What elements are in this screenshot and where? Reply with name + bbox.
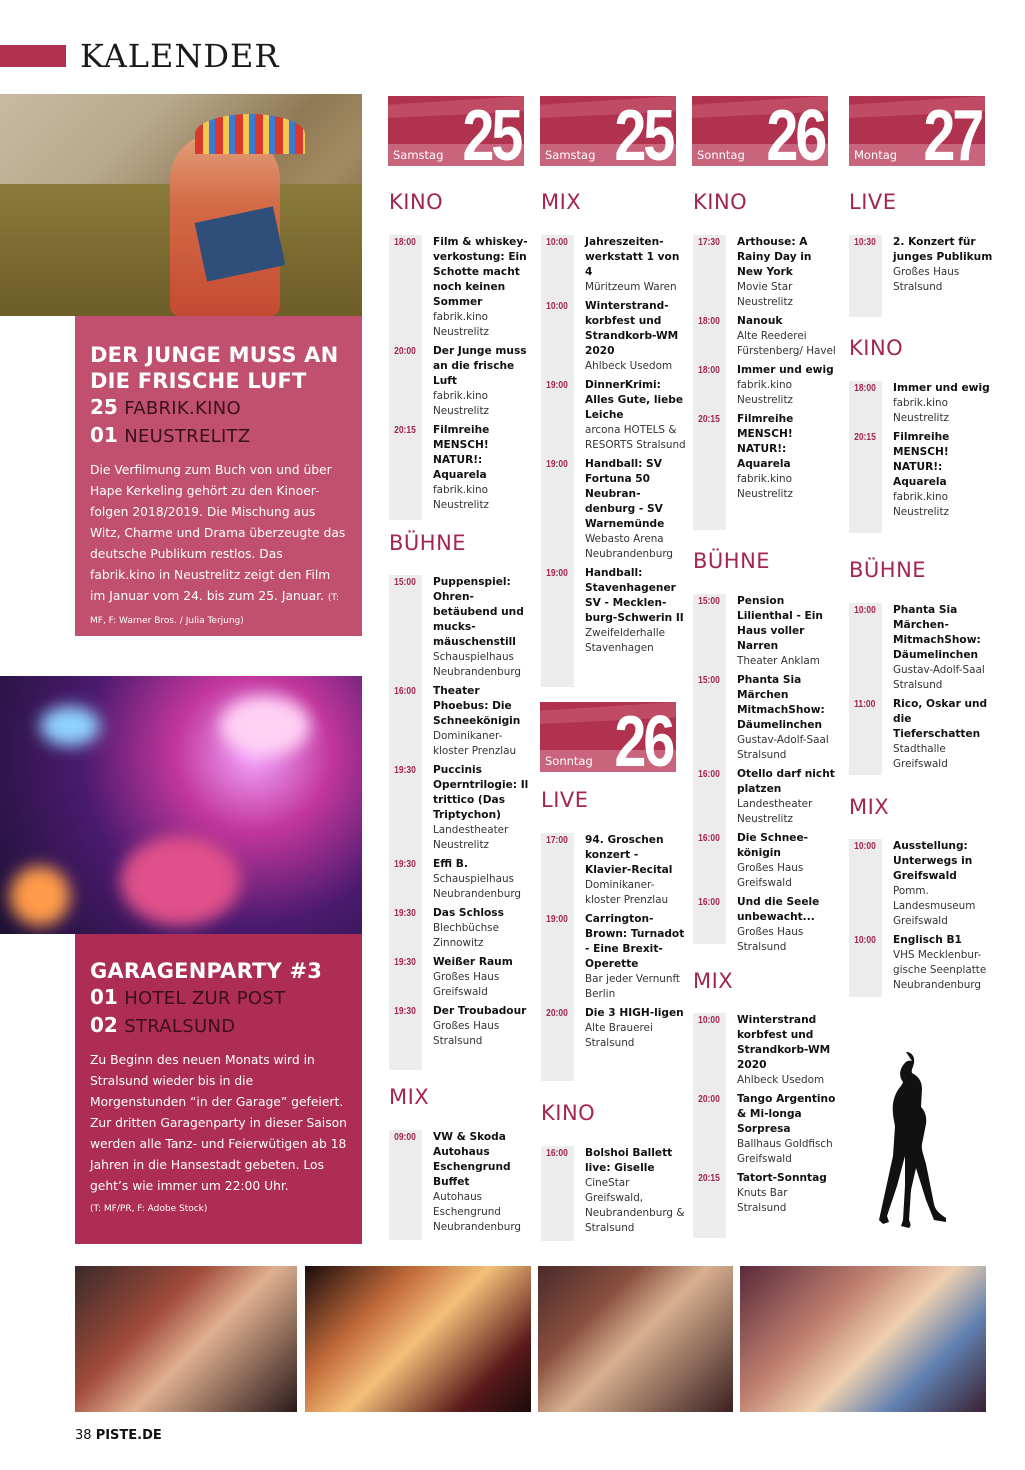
- event-title: Jahreszeiten-werkstatt 1 von 4: [585, 236, 680, 278]
- event-list: [693, 594, 838, 953]
- event-item: [693, 363, 838, 408]
- event-venue: Stadthalle Greifswald: [893, 743, 948, 770]
- event-title: Puppenspiel: Ohren-betäubend und mucks-mäuschenstill: [433, 576, 524, 648]
- event-item: [849, 697, 994, 772]
- event-time: 20:00: [394, 346, 416, 357]
- event-list: [389, 1130, 534, 1240]
- event-item: [389, 235, 534, 340]
- day-header: Sonntag 26: [540, 702, 676, 772]
- event-title: Die 3 HIGH-ligen: [585, 1007, 684, 1019]
- feature-text: Die Verfilmung zum Buch von und über Hape Kerkeling gehört zu den Kinoer-folgen 2018/2019. Die Mischung aus Witz, Charme und Drama überzeugte das deutsche Publikum restlos. Das fabrik.kino in Neustrelitz zeigt den Film im Januar vom 24. bis zum 25. Januar. (T: MF, F: Warner Bros. / Julia Terjung): [90, 463, 346, 626]
- day-header: Samstag 25: [388, 96, 524, 166]
- event-time: 19:30: [394, 957, 416, 968]
- event-item: [693, 1092, 838, 1167]
- event-list: [849, 381, 994, 533]
- event-time: 16:00: [698, 897, 720, 908]
- event-title: Puccinis Operntrilogie: Il trittico (Das Triptychon): [433, 764, 529, 821]
- event-time: 17:30: [698, 237, 720, 248]
- event-time: 10:30: [854, 237, 876, 248]
- event-list: [541, 833, 686, 1081]
- event-title: Handball: Stavenhagener SV - Mecklen-burg-Schwerin II: [585, 567, 684, 624]
- event-time: 19:30: [394, 908, 416, 919]
- event-time: 11:00: [854, 699, 876, 710]
- category-title: BÜHNE: [693, 549, 771, 573]
- event-venue: Webasto Arena Neubrandenburg: [585, 533, 674, 560]
- event-title: Tango Argentino & Mi-longa Sorpresa: [737, 1093, 836, 1135]
- event-time: 20:15: [394, 425, 416, 436]
- event-title: Nanouk: [737, 315, 783, 327]
- event-venue: fabrik.kino Neustrelitz: [893, 491, 949, 518]
- event-venue: Schauspielhaus Neubrandenburg: [433, 873, 522, 900]
- event-title: Winterstrand-korbfest und Strandkorb-WM 2020: [585, 300, 679, 357]
- event-item: [389, 906, 534, 951]
- event-venue: Müritzeum Waren: [585, 281, 677, 293]
- event-item: [389, 684, 534, 759]
- day-header: Montag 27: [849, 96, 985, 166]
- event-title: Phanta Sia Märchen-MitmachShow: Däumelinchen: [893, 604, 981, 661]
- event-item: [693, 412, 838, 502]
- event-title: Arthouse: A Rainy Day in New York: [737, 236, 812, 278]
- day-header: Sonntag 26: [692, 96, 828, 166]
- event-time: 18:00: [854, 383, 876, 394]
- page-title: KALENDER: [80, 37, 280, 75]
- event-title: Filmreihe MENSCH! NATUR!: Aquarela: [893, 431, 950, 488]
- event-list: [389, 235, 534, 520]
- event-title: Effi B.: [433, 858, 468, 870]
- event-title: Tatort-Sonntag: [737, 1172, 827, 1184]
- event-venue: Pomm. Landesmuseum Greifswald: [893, 885, 976, 927]
- event-item: [541, 1006, 686, 1051]
- event-list: [693, 235, 838, 530]
- event-venue: arcona HOTELS & RESORTS Stralsund: [585, 424, 686, 451]
- event-title: VW & Skoda Autohaus Eschengrund Buffet: [433, 1131, 511, 1188]
- event-time: 10:00: [854, 935, 876, 946]
- event-venue: Großes Haus Greifswald: [433, 971, 500, 998]
- category-title: BÜHNE: [849, 558, 927, 582]
- event-venue: Großes Haus Stralsund: [433, 1020, 500, 1047]
- event-venue: Movie Star Neustrelitz: [737, 281, 793, 308]
- event-title: Das Schloss: [433, 907, 504, 919]
- event-time: 15:00: [698, 675, 720, 686]
- category-title: KINO: [693, 190, 748, 214]
- event-venue: fabrik.kino Neustrelitz: [737, 473, 793, 500]
- event-time: 20:15: [854, 432, 876, 443]
- event-venue: Knuts Bar Stralsund: [737, 1187, 788, 1214]
- event-item: [389, 955, 534, 1000]
- event-venue: Dominikaner-kloster Prenzlau: [585, 879, 669, 906]
- event-title: Rico, Oskar und die Tieferschatten: [893, 698, 988, 740]
- feature-photo-party: [0, 676, 362, 934]
- event-item: [849, 839, 994, 929]
- feature-title: GARAGENPARTY #3: [90, 959, 323, 983]
- event-item: [389, 763, 534, 853]
- event-venue: Schauspielhaus Neubrandenburg: [433, 651, 522, 678]
- party-photo-3: [538, 1266, 733, 1412]
- event-item: [541, 299, 686, 374]
- category-title: MIX: [541, 190, 582, 214]
- event-title: Film & whiskey-verkostung: Ein Schotte macht noch keinen Sommer: [433, 236, 528, 308]
- category-title: LIVE: [541, 788, 589, 812]
- event-item: [389, 423, 534, 513]
- event-title: Die Schnee-königin: [737, 832, 809, 859]
- event-time: 19:00: [546, 380, 568, 391]
- event-item: [693, 831, 838, 891]
- event-item: [693, 594, 838, 669]
- event-item: [541, 457, 686, 562]
- event-time: 16:00: [698, 769, 720, 780]
- event-time: 20:15: [698, 414, 720, 425]
- category-title: LIVE: [849, 190, 897, 214]
- event-venue: fabrik.kino Neustrelitz: [737, 379, 793, 406]
- category-title: KINO: [849, 336, 904, 360]
- event-time: 19:30: [394, 859, 416, 870]
- event-title: Ausstellung: Unterwegs in Greifswald: [893, 840, 973, 882]
- event-time: 20:15: [698, 1173, 720, 1184]
- feature-date-line: 02 STRALSUND: [90, 1013, 236, 1037]
- event-title: Otello darf nicht platzen: [737, 768, 835, 795]
- feature-box-kino: [75, 316, 362, 636]
- event-venue: VHS Mecklenbur-gische Seenplatte Neubrandenburg: [893, 949, 987, 991]
- event-item: [849, 235, 994, 295]
- dancer-silhouette-icon: [868, 1050, 948, 1235]
- event-item: [693, 1013, 838, 1088]
- event-list: [389, 575, 534, 1070]
- event-item: [693, 1171, 838, 1216]
- event-list: [541, 235, 686, 687]
- event-title: Der Junge muss an die frische Luft: [433, 345, 527, 387]
- event-venue: Landestheater Neustrelitz: [737, 798, 813, 825]
- event-venue: Großes Haus Greifswald: [737, 862, 804, 889]
- event-title: Der Troubadour: [433, 1005, 527, 1017]
- event-item: [849, 381, 994, 426]
- event-time: 10:00: [698, 1015, 720, 1026]
- event-time: 15:00: [394, 577, 416, 588]
- event-item: [693, 235, 838, 310]
- event-venue: Ahlbeck Usedom: [585, 360, 673, 372]
- event-venue: Gustav-Adolf-Saal Stralsund: [893, 664, 985, 691]
- event-time: 16:00: [546, 1148, 568, 1159]
- event-item: [389, 575, 534, 680]
- event-venue: Landestheater Neustrelitz: [433, 824, 509, 851]
- event-venue: Gustav-Adolf-Saal Stralsund: [737, 734, 829, 761]
- event-list: [541, 1146, 686, 1241]
- event-venue: Ahlbeck Usedom: [737, 1074, 825, 1086]
- event-venue: fabrik.kino Neustrelitz: [433, 311, 489, 338]
- feature-date-line: 01 HOTEL ZUR POST: [90, 985, 286, 1009]
- event-item: [389, 1130, 534, 1235]
- event-item: [849, 603, 994, 693]
- day-header: Samstag 25: [540, 96, 676, 166]
- event-item: [693, 314, 838, 359]
- event-venue: CineStar Greifswald, Neubrandenburg & Stralsund: [585, 1177, 685, 1234]
- event-title: Pension Lilienthal - Ein Haus voller Narren: [737, 595, 823, 652]
- event-item: [693, 673, 838, 763]
- event-item: [849, 933, 994, 993]
- event-item: [541, 378, 686, 453]
- party-photo-2: [305, 1266, 531, 1412]
- event-time: 09:00: [394, 1132, 416, 1143]
- party-photo-1: [75, 1266, 297, 1412]
- event-title: 2. Konzert für junges Publikum: [893, 236, 993, 263]
- event-venue: Alte Brauerei Stralsund: [585, 1022, 653, 1049]
- event-title: Phanta Sia Märchen MitmachShow: Däumelinchen: [737, 674, 825, 731]
- event-time: 19:30: [394, 1006, 416, 1017]
- event-venue: Großes Haus Stralsund: [893, 266, 960, 293]
- event-venue: Ballhaus Goldfisch Greifswald: [737, 1138, 833, 1165]
- event-title: Theater Phoebus: Die Schneekönigin: [433, 685, 521, 727]
- event-title: Englisch B1: [893, 934, 962, 946]
- event-title: Bolshoi Ballett live: Giselle: [585, 1147, 673, 1174]
- event-title: Carrington-Brown: Turnadot - Eine Brexit-Operette: [585, 913, 685, 970]
- event-time: 15:00: [698, 596, 720, 607]
- header-accent-bar: [0, 45, 66, 67]
- event-venue: Bar jeder Vernunft Berlin: [585, 973, 681, 1000]
- event-time: 16:00: [394, 686, 416, 697]
- event-item: [541, 833, 686, 908]
- page-footer: 38 PISTE.DE: [75, 1428, 162, 1443]
- event-item: [389, 857, 534, 902]
- event-item: [541, 566, 686, 656]
- event-item: [541, 912, 686, 1002]
- feature-box-party: [75, 934, 362, 1244]
- event-item: [389, 1004, 534, 1049]
- event-venue: Theater Anklam: [737, 655, 820, 667]
- event-venue: Dominikaner-kloster Prenzlau: [433, 730, 517, 757]
- category-title: MIX: [389, 1085, 430, 1109]
- event-list: [849, 603, 994, 775]
- event-time: 19:30: [394, 765, 416, 776]
- event-title: Winterstrand korbfest und Strandkorb-WM 2020: [737, 1014, 831, 1071]
- event-time: 19:00: [546, 459, 568, 470]
- event-title: Filmreihe MENSCH! NATUR!: Aquarela: [737, 413, 794, 470]
- event-time: 18:00: [698, 316, 720, 327]
- event-time: 10:00: [546, 237, 568, 248]
- event-item: [541, 235, 686, 295]
- event-item: [849, 430, 994, 520]
- event-time: 10:00: [546, 301, 568, 312]
- event-venue: fabrik.kino Neustrelitz: [893, 397, 949, 424]
- category-title: KINO: [541, 1101, 596, 1125]
- category-title: KINO: [389, 190, 444, 214]
- event-time: 20:00: [546, 1008, 568, 1019]
- party-photo-4: [740, 1266, 986, 1412]
- event-venue: fabrik.kino Neustrelitz: [433, 390, 489, 417]
- event-title: DinnerKrimi: Alles Gute, liebe Leiche: [585, 379, 684, 421]
- event-title: Weißer Raum: [433, 956, 513, 968]
- event-title: Filmreihe MENSCH! NATUR!: Aquarela: [433, 424, 490, 481]
- event-time: 19:00: [546, 914, 568, 925]
- category-title: BÜHNE: [389, 531, 467, 555]
- event-item: [389, 344, 534, 419]
- event-time: 19:00: [546, 568, 568, 579]
- event-time: 10:00: [854, 841, 876, 852]
- event-title: Immer und ewig: [737, 364, 834, 376]
- event-venue: Autohaus Eschengrund Neubrandenburg: [433, 1191, 522, 1233]
- event-title: Und die Seele unbewacht...: [737, 896, 820, 923]
- event-list: [693, 1013, 838, 1238]
- event-venue: Zweifelderhalle Stavenhagen: [585, 627, 666, 654]
- event-time: 18:00: [698, 365, 720, 376]
- feature-text: Zu Beginn des neuen Monats wird in Stralsund wieder bis in die Morgenstunden “in der Garage” gefeiert. Zur dritten Garagenparty in dieser Saison werden alle Tanz- und Feierwütigen ab 18 Jahren in die Hansestadt gebeten. Los geht’s wie immer um 22:00 Uhr. (T: MF/PR, F: Adobe Stock): [90, 1053, 347, 1214]
- category-title: MIX: [693, 969, 734, 993]
- event-venue: Großes Haus Stralsund: [737, 926, 804, 953]
- event-list: [849, 235, 994, 317]
- event-title: 94. Groschen konzert - Klavier-Recital: [585, 834, 673, 876]
- category-title: MIX: [849, 795, 890, 819]
- feature-photo-boy: [0, 94, 362, 316]
- event-time: 18:00: [394, 237, 416, 248]
- event-time: 17:00: [546, 835, 568, 846]
- event-time: 10:00: [854, 605, 876, 616]
- feature-title: DER JUNGE MUSS AN DIE FRISCHE LUFT: [90, 343, 339, 393]
- event-item: [693, 895, 838, 955]
- event-title: Handball: SV Fortuna 50 Neubran-denburg - SV Warnemünde: [585, 458, 665, 530]
- event-time: 16:00: [698, 833, 720, 844]
- event-list: [849, 839, 994, 997]
- event-item: [693, 767, 838, 827]
- event-item: [541, 1146, 686, 1236]
- event-time: 20:00: [698, 1094, 720, 1105]
- event-title: Immer und ewig: [893, 382, 990, 394]
- event-venue: Alte Reederei Fürstenberg/ Havel: [737, 330, 836, 357]
- event-venue: fabrik.kino Neustrelitz: [433, 484, 489, 511]
- feature-date-line: 01 NEUSTRELITZ: [90, 423, 251, 447]
- feature-date-line: 25 FABRIK.KINO: [90, 395, 241, 419]
- event-venue: Blechbüchse Zinnowitz: [433, 922, 499, 949]
